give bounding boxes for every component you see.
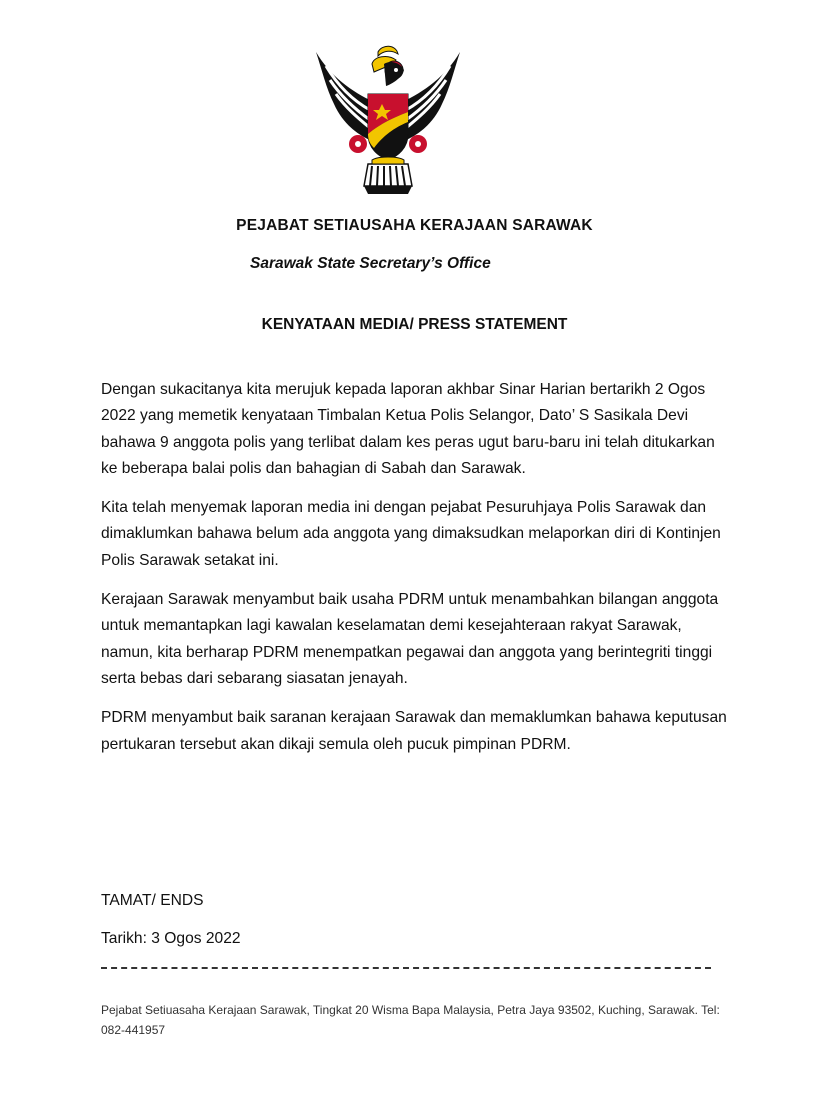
- right-wing: [402, 52, 460, 140]
- dashed-separator: [101, 967, 711, 969]
- left-wing: [316, 52, 374, 140]
- footer-address: Pejabat Setiuasaha Kerajaan Sarawak, Tingkat 20 Wisma Bapa Malaysia, Petra Jaya 93502, Kuching, Sarawak. Tel: 082-441957: [101, 1003, 720, 1037]
- sarawak-coat-of-arms-icon: [312, 42, 464, 202]
- paragraph-2: Kita telah menyemak laporan media ini dengan pejabat Pesuruhjaya Polis Sarawak dan dimaklumkan bahawa belum ada anggota yang dimaksudkan melaporkan diri di Kontinjen Polis Sarawak setakat ini.: [101, 499, 721, 569]
- ends-label: TAMAT/ ENDS: [101, 892, 204, 909]
- shield: [368, 94, 408, 160]
- office-name-english: Sarawak State Secretary’s Office: [250, 255, 491, 272]
- paragraph-4: PDRM menyambut baik saranan kerajaan Sarawak dan memaklumkan bahawa keputusan pertukaran tersebut akan dikaji semula oleh pucuk pimpinan PDRM.: [101, 709, 727, 753]
- paragraph-1: Dengan sukacitanya kita merujuk kepada laporan akhbar Sinar Harian bertarikh 2 Ogos 2022 yang memetik kenyataan Timbalan Ketua Polis Selangor, Dato’ S Sasikala Devi bahawa 9 anggota polis yang terlibat dalam kes peras ugut baru-baru ini telah ditukarkan ke beberapa balai polis dan bahagian di Sabah dan Sarawak.: [101, 381, 715, 477]
- office-name-malay: PEJABAT SETIAUSAHA KERAJAAN SARAWAK: [236, 217, 593, 234]
- hornbill-head: [372, 46, 404, 86]
- statement-body: [101, 377, 731, 771]
- date-label: Tarikh: 3 Ogos 2022: [101, 930, 241, 947]
- paragraph-3: Kerajaan Sarawak menyambut baik usaha PDRM untuk menambahkan bilangan anggota untuk memantapkan lagi kawalan keselamatan demi kesejahteraan rakyat Sarawak, namun, kita berharap PDRM menempatkan pegawai dan anggota yang berintegriti tinggi serta bebas dari sebarang siasatan jenayah.: [101, 591, 719, 687]
- tail-feathers: [364, 157, 412, 194]
- statement-title: KENYATAAN MEDIA/ PRESS STATEMENT: [261, 316, 568, 333]
